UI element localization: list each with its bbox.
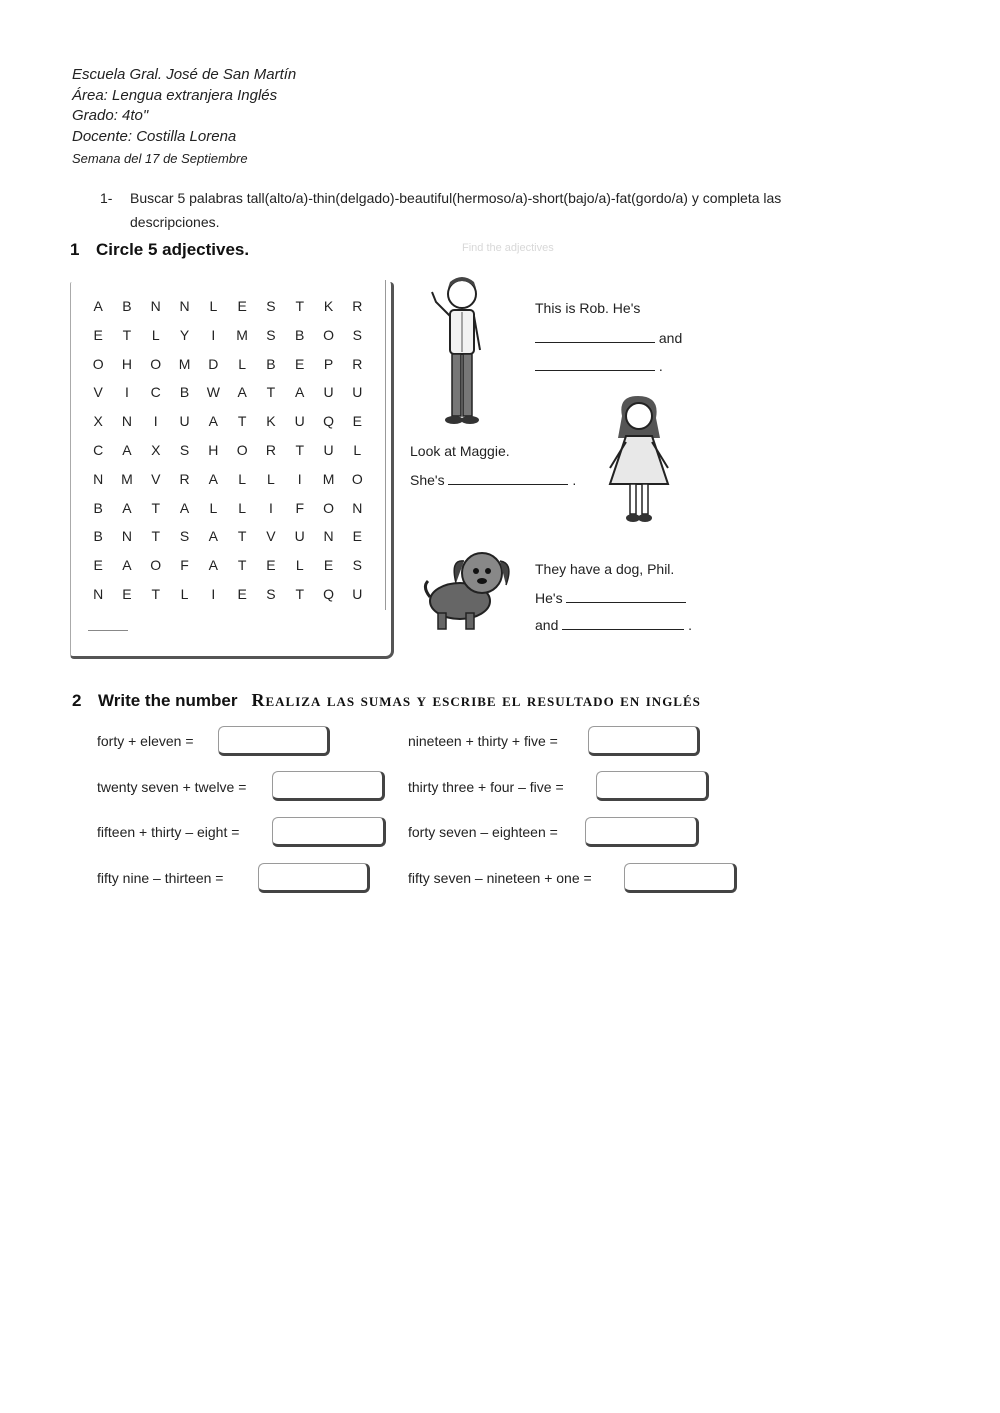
word-search-letter[interactable]: X bbox=[151, 441, 161, 458]
word-search-letter[interactable]: B bbox=[93, 528, 104, 545]
word-search-letter[interactable]: U bbox=[294, 528, 306, 545]
instruction-line-2: descripciones. bbox=[130, 214, 220, 230]
phil-line-3 bbox=[535, 615, 692, 633]
word-search-letter[interactable]: A bbox=[122, 499, 133, 516]
word-search-letter[interactable]: T bbox=[295, 298, 305, 314]
math-right-answer-2[interactable] bbox=[596, 771, 709, 801]
word-search-letter[interactable]: L bbox=[209, 499, 218, 516]
word-search-letter[interactable]: A bbox=[208, 557, 219, 574]
word-search-letter[interactable]: O bbox=[92, 355, 105, 372]
word-search-letter[interactable]: B bbox=[179, 384, 190, 401]
maggie-girl-illustration bbox=[604, 392, 674, 528]
math-right-answer-1[interactable] bbox=[588, 726, 700, 756]
word-search-letter[interactable]: L bbox=[209, 298, 218, 314]
math-left-label-1: forty + eleven = bbox=[97, 733, 194, 749]
word-search-letter[interactable]: R bbox=[179, 470, 191, 487]
word-search-letter[interactable]: I bbox=[268, 499, 274, 516]
word-search-letter[interactable]: Q bbox=[323, 413, 335, 430]
word-search-letter[interactable]: H bbox=[208, 441, 219, 458]
word-search-letter[interactable]: U bbox=[179, 413, 191, 430]
rob-and: and bbox=[658, 330, 683, 346]
word-search-letter[interactable]: I bbox=[211, 326, 216, 343]
word-search-letter[interactable]: A bbox=[237, 384, 248, 401]
instruction bbox=[100, 186, 920, 234]
phil-line-1: They have a dog, Phil. bbox=[535, 561, 675, 577]
math-right-answer-4[interactable] bbox=[624, 863, 737, 893]
word-search-letter[interactable]: I bbox=[125, 384, 130, 401]
word-search-letter[interactable]: L bbox=[238, 470, 247, 487]
word-search-letter[interactable]: E bbox=[237, 585, 248, 602]
word-search-letter[interactable]: O bbox=[150, 557, 162, 574]
word-search-letter[interactable]: T bbox=[266, 384, 276, 401]
word-search-letter[interactable]: D bbox=[208, 355, 219, 372]
word-search-letter[interactable]: L bbox=[353, 441, 362, 458]
word-search-letter[interactable]: E bbox=[93, 557, 104, 574]
word-search-letter[interactable]: E bbox=[237, 298, 248, 314]
section-2-number: 2 bbox=[72, 691, 82, 710]
math-left-answer-3[interactable] bbox=[272, 817, 386, 847]
maggie-line-2 bbox=[410, 470, 576, 488]
instruction-line-1: Buscar 5 palabras tall(alto/a)-thin(delgado)-beautiful(hermoso/a)-short(bajo/a)-fat(gordo/a) y completa las bbox=[130, 190, 782, 206]
word-search-letter[interactable]: L bbox=[151, 326, 161, 343]
word-search-letter[interactable]: V bbox=[266, 528, 277, 545]
word-search-letter[interactable]: T bbox=[122, 326, 132, 343]
faint-heading: Find the adjectives bbox=[462, 242, 554, 254]
word-search-letter[interactable]: E bbox=[352, 413, 363, 430]
word-search-letter[interactable]: O bbox=[323, 326, 335, 343]
word-search-letter[interactable]: U bbox=[323, 384, 335, 401]
word-search-letter[interactable]: T bbox=[151, 499, 161, 516]
word-search-letter[interactable]: V bbox=[93, 384, 104, 401]
phil-blank-2[interactable] bbox=[562, 615, 684, 630]
grade-level: Grado: 4to" bbox=[72, 107, 149, 124]
word-search-letter[interactable]: P bbox=[323, 355, 334, 372]
word-search-letter[interactable]: N bbox=[323, 528, 335, 545]
word-search-letter[interactable]: I bbox=[297, 470, 303, 487]
word-search-letter[interactable]: R bbox=[352, 298, 363, 314]
word-search-grid[interactable] bbox=[84, 292, 372, 609]
math-left-label-4: fifty nine – thirteen = bbox=[97, 870, 224, 886]
word-search-letter[interactable]: Y bbox=[179, 326, 190, 343]
word-search-letter[interactable]: W bbox=[206, 384, 221, 401]
word-search-letter[interactable]: M bbox=[121, 470, 134, 487]
word-search-letter[interactable]: B bbox=[266, 355, 277, 372]
rob-blank-2[interactable] bbox=[535, 356, 655, 371]
word-search-letter[interactable]: A bbox=[122, 557, 133, 574]
word-search-letter[interactable]: K bbox=[323, 298, 334, 314]
math-right-label-1: nineteen + thirty + five = bbox=[408, 733, 558, 749]
word-search-letter[interactable]: L bbox=[267, 470, 276, 487]
word-search-letter[interactable]: A bbox=[208, 528, 219, 545]
word-search-letter[interactable]: N bbox=[352, 499, 363, 516]
word-search-letter[interactable]: E bbox=[93, 326, 104, 343]
section-1-number: 1 bbox=[70, 240, 80, 259]
rob-line-3 bbox=[535, 356, 663, 374]
math-right-label-2: thirty three + four – five = bbox=[408, 779, 564, 795]
word-search-letter[interactable]: B bbox=[93, 499, 104, 516]
word-search-letter[interactable]: S bbox=[266, 298, 277, 314]
math-right-label-4: fifty seven – nineteen + one = bbox=[408, 870, 592, 886]
rob-boy-illustration bbox=[420, 272, 500, 430]
maggie-line-1: Look at Maggie. bbox=[410, 443, 510, 459]
word-search-letter[interactable]: L bbox=[238, 355, 247, 372]
rob-line-1: This is Rob. He's bbox=[535, 300, 641, 316]
maggie-blank[interactable] bbox=[448, 470, 568, 485]
word-search-letter[interactable]: N bbox=[150, 298, 162, 314]
word-search-letter[interactable]: F bbox=[295, 499, 305, 516]
word-search-letter[interactable]: V bbox=[151, 470, 161, 487]
teacher-name: Docente: Costilla Lorena bbox=[72, 128, 237, 145]
math-right-answer-3[interactable] bbox=[585, 817, 699, 847]
word-search-letter[interactable]: N bbox=[121, 528, 133, 545]
math-left-label-2: twenty seven + twelve = bbox=[97, 779, 247, 795]
word-search-letter[interactable]: O bbox=[323, 499, 335, 516]
word-search-letter[interactable]: N bbox=[179, 298, 191, 314]
word-search-letter[interactable]: S bbox=[179, 528, 190, 545]
word-search-letter[interactable]: R bbox=[352, 355, 363, 372]
word-search-letter[interactable]: T bbox=[237, 557, 247, 574]
word-search-letter[interactable]: S bbox=[352, 557, 363, 574]
word-search-letter[interactable]: O bbox=[150, 355, 162, 372]
word-search-letter[interactable]: S bbox=[266, 585, 277, 602]
phil-blank-1[interactable] bbox=[566, 588, 686, 603]
word-search-letter[interactable]: M bbox=[322, 470, 335, 487]
word-search-letter[interactable]: I bbox=[153, 413, 159, 430]
word-search-letter[interactable]: E bbox=[352, 528, 363, 545]
word-search-letter[interactable]: X bbox=[93, 413, 104, 430]
word-search-letter[interactable]: U bbox=[352, 585, 363, 602]
phil-period: . bbox=[688, 617, 693, 633]
phil-and: and bbox=[535, 617, 559, 633]
word-search-letter[interactable]: B bbox=[295, 326, 305, 343]
word-search-letter[interactable]: A bbox=[179, 499, 190, 516]
word-search-letter[interactable]: I bbox=[211, 585, 216, 602]
math-left-label-3: fifteen + thirty – eight = bbox=[97, 824, 240, 840]
word-search-letter[interactable]: A bbox=[295, 384, 305, 401]
word-search-letter[interactable]: U bbox=[294, 413, 306, 430]
word-search-letter[interactable]: N bbox=[121, 413, 133, 430]
section-2-title bbox=[72, 690, 701, 711]
math-left-answer-1[interactable] bbox=[218, 726, 330, 756]
word-search-letter[interactable]: E bbox=[295, 355, 305, 372]
word-search-letter[interactable]: O bbox=[236, 441, 249, 458]
word-search-letter[interactable]: T bbox=[237, 413, 247, 430]
word-search-letter[interactable]: S bbox=[352, 326, 363, 343]
section-1-title bbox=[70, 240, 249, 260]
word-search-letter[interactable]: M bbox=[178, 355, 191, 372]
word-search-letter[interactable]: U bbox=[323, 441, 335, 458]
word-search-letter[interactable]: M bbox=[236, 326, 249, 343]
word-search-letter[interactable]: N bbox=[93, 470, 104, 487]
word-search-letter[interactable]: K bbox=[266, 413, 277, 430]
maggie-period: . bbox=[572, 472, 577, 488]
phil-dog-illustration bbox=[420, 543, 520, 635]
math-right-label-3: forty seven – eighteen = bbox=[408, 824, 558, 840]
maggie-shes: She's bbox=[410, 472, 445, 488]
rob-period: . bbox=[658, 358, 663, 374]
word-search-mark bbox=[88, 630, 128, 631]
word-search-letter[interactable]: S bbox=[266, 326, 277, 343]
word-search-letter[interactable]: S bbox=[179, 441, 190, 458]
word-search-letter[interactable]: H bbox=[121, 355, 133, 372]
word-search-letter[interactable]: C bbox=[93, 441, 104, 458]
word-search-letter[interactable]: A bbox=[208, 470, 219, 487]
word-search-letter[interactable]: L bbox=[180, 585, 189, 602]
word-search-letter[interactable]: F bbox=[180, 557, 190, 574]
word-search-letter[interactable]: O bbox=[351, 470, 364, 487]
section-2-spanish-instruction: Realiza las sumas y escribe el resultado en inglés bbox=[251, 690, 701, 710]
word-search-letter[interactable]: E bbox=[266, 557, 277, 574]
word-search-letter[interactable]: A bbox=[93, 298, 104, 314]
week-label: Semana del 17 de Septiembre bbox=[72, 151, 248, 166]
word-search-letter[interactable]: T bbox=[151, 585, 161, 602]
word-search-letter[interactable]: T bbox=[295, 441, 305, 458]
word-search-letter[interactable]: C bbox=[150, 384, 162, 401]
word-search-letter[interactable]: T bbox=[151, 528, 161, 545]
word-search-letter[interactable]: N bbox=[93, 585, 104, 602]
section-2-title-text: Write the number bbox=[98, 691, 238, 710]
word-search-letter[interactable]: L bbox=[238, 499, 247, 516]
word-search-letter[interactable]: A bbox=[208, 413, 219, 430]
word-search-letter[interactable]: E bbox=[323, 557, 334, 574]
math-left-answer-2[interactable] bbox=[272, 771, 385, 801]
word-search-letter[interactable]: A bbox=[122, 441, 133, 458]
word-search-letter[interactable]: B bbox=[122, 298, 133, 314]
section-1-title-text: Circle 5 adjectives. bbox=[96, 240, 250, 259]
subject-area: Área: Lengua extranjera Inglés bbox=[72, 87, 278, 104]
phil-line-2 bbox=[535, 588, 686, 606]
school-name: Escuela Gral. José de San Martín bbox=[72, 66, 297, 83]
word-search-letter[interactable]: T bbox=[295, 585, 305, 602]
word-search-letter[interactable]: T bbox=[237, 528, 247, 545]
word-search-letter[interactable]: Q bbox=[323, 585, 335, 602]
instruction-number: 1- bbox=[100, 190, 113, 206]
word-search-letter[interactable]: R bbox=[265, 441, 277, 458]
word-search-divider bbox=[385, 280, 386, 610]
math-left-answer-4[interactable] bbox=[258, 863, 370, 893]
word-search-letter[interactable]: U bbox=[352, 384, 363, 401]
rob-line-2 bbox=[535, 328, 682, 346]
word-search-letter[interactable]: E bbox=[122, 585, 133, 602]
rob-blank-1[interactable] bbox=[535, 328, 655, 343]
word-search-letter[interactable]: L bbox=[295, 557, 305, 574]
phil-hes: He's bbox=[535, 590, 563, 606]
